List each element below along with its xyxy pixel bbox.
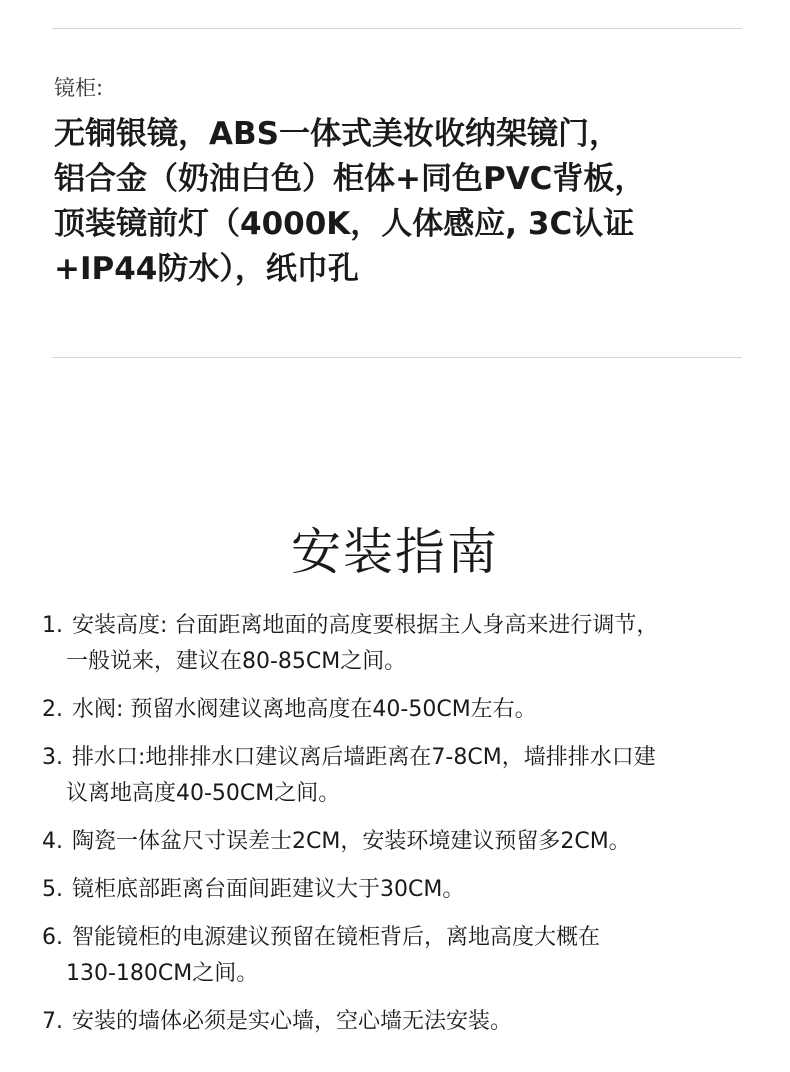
item-line: 安装高度: 台面距离地面的高度要根据主人身高来进行调节，	[72, 613, 659, 638]
list-item	[42, 824, 742, 860]
item-line: 议离地高度40-50CM之间。	[66, 781, 341, 806]
item-text	[66, 920, 742, 992]
list-item	[42, 872, 742, 908]
item-line: 水阀: 预留水阀建议离地高度在40-50CM左右。	[72, 697, 537, 722]
item-line: 一般说来，建议在80-85CM之间。	[66, 649, 407, 674]
divider-top	[52, 28, 742, 29]
list-item	[42, 1004, 742, 1040]
item-line: 排水口:地排排水口建议离后墙距离在7-8CM，墙排排水口建	[72, 745, 656, 770]
spec-line: +IP44防水），纸巾孔	[54, 251, 359, 287]
item-number: 1.	[42, 613, 63, 638]
item-text	[72, 872, 742, 908]
guide-title: 安装指南	[291, 523, 499, 581]
item-line: 镜柜底部距离台面间距建议大于30CM。	[72, 877, 465, 902]
item-text	[72, 824, 742, 860]
guide-list	[42, 608, 742, 1052]
item-number: 7.	[42, 1009, 63, 1034]
spec-line: 无铜银镜，ABS一体式美妆收纳架镜门，	[54, 116, 620, 152]
list-item	[42, 920, 742, 992]
item-number: 3.	[42, 745, 63, 770]
item-number: 5.	[42, 877, 63, 902]
item-text	[66, 608, 742, 680]
item-text	[72, 692, 742, 728]
item-line: 智能镜柜的电源建议预留在镜柜背后，离地高度大概在	[72, 925, 601, 950]
list-item	[42, 692, 742, 728]
list-item	[42, 740, 742, 812]
spec-line: 铝合金（奶油白色）柜体+同色PVC背板，	[54, 161, 646, 197]
list-item	[42, 608, 742, 680]
spec-description	[54, 112, 754, 292]
spec-label: 镜柜:	[54, 76, 104, 100]
item-number: 6.	[42, 925, 63, 950]
divider-middle	[52, 357, 742, 358]
item-text	[72, 1004, 742, 1040]
item-number: 4.	[42, 829, 63, 854]
item-line: 安装的墙体必须是实心墙，空心墙无法安装。	[72, 1009, 513, 1034]
item-line: 陶瓷一体盆尺寸误差士2CM，安装环境建议预留多2CM。	[72, 829, 631, 854]
item-text	[66, 740, 742, 812]
spec-line: 顶装镜前灯（4000K，人体感应, 3C认证	[54, 206, 635, 242]
item-line: 130-180CM之间。	[66, 961, 259, 986]
item-number: 2.	[42, 697, 63, 722]
